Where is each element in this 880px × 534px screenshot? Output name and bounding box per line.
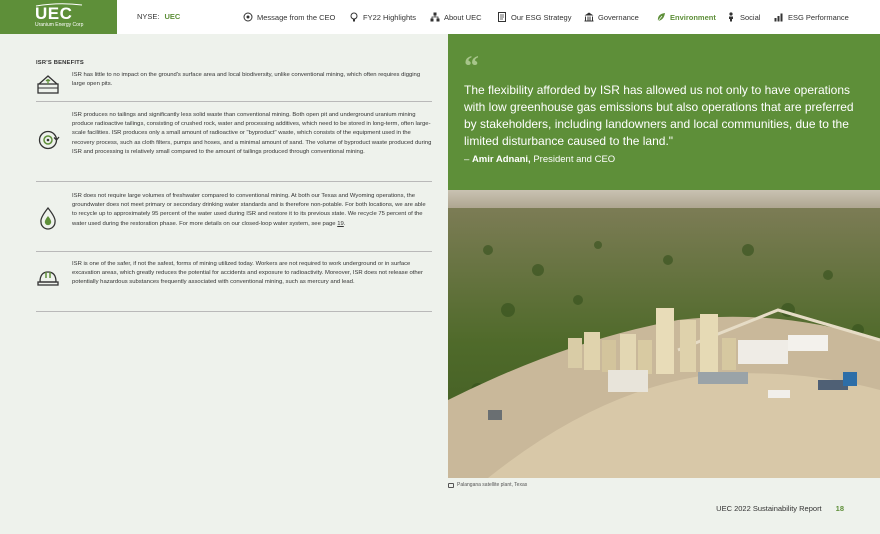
benefit-item — [36, 252, 432, 312]
waste-cycle-icon — [36, 128, 60, 152]
nav-label: FY22 Highlights — [363, 12, 416, 22]
page-19-link[interactable]: 19 — [337, 220, 344, 227]
logo-subtext: Uranium Energy Corp — [35, 22, 84, 28]
page-footer — [716, 504, 844, 513]
nav-social[interactable] — [726, 11, 760, 23]
benefit-item — [36, 102, 432, 182]
nav-environment[interactable] — [656, 11, 716, 23]
benefit-item — [36, 70, 432, 102]
nav-message-from-ceo[interactable] — [243, 11, 335, 23]
ticker-symbol[interactable]: UEC — [164, 12, 181, 21]
nav-label: Social — [740, 12, 761, 22]
benefit-text-body: ISR does not require large volumes of freshwater compared to conventional mining. At both our Texas and Wyoming operations, the groundwater does not meet primary or secondary drinking water standards and is therefore non-potable. For both locations, we are able to recycle up to approximately 95 percent of the water used during ISR and restore it to its previous state. We recycle 75 percent of the water used during the restoration phase. For more details on our closed-loop water system, see page — [72, 193, 426, 227]
person-icon — [726, 12, 736, 22]
water-drop-icon — [36, 206, 60, 230]
photo-caption — [448, 482, 527, 488]
page-number: 18 — [835, 504, 844, 513]
network-icon — [430, 12, 440, 22]
benefit-text-suffix: . — [343, 220, 346, 227]
nav-label: Governance — [598, 12, 639, 22]
benefit-text — [72, 192, 432, 229]
quote-text: The flexibility afforded by ISR has allowed us not only to have operations with low greenhouse gas emissions but also operations that are preferred by stakeholders, including landowners and local communities, due to the limited disturbance caused to the land." — [464, 83, 854, 148]
benefit-text: ISR is one of the safer, if not the safest, forms of mining utilized today. Workers are not required to work underground or in surface excavation areas, which greatly reduces the potential for accidents and exposure to radioactivity. Moreover, ISR does not release other potentially hazardous substances frequently associated with conventional mining, such as mercury and lead. — [72, 261, 423, 286]
nav-fy22-highlights[interactable] — [349, 11, 416, 23]
nav-label: Our ESG Strategy — [511, 12, 572, 22]
bulb-icon — [349, 12, 359, 22]
nav-about-uec[interactable] — [430, 11, 482, 23]
top-navigation-bar — [0, 0, 880, 34]
leaf-icon — [656, 12, 666, 22]
logo-text: UEC — [35, 4, 73, 23]
nyse-ticker — [137, 12, 180, 21]
report-title: UEC 2022 Sustainability Report — [716, 504, 822, 513]
camera-icon — [448, 483, 454, 488]
nav-esg-performance[interactable] — [774, 11, 849, 23]
satellite-plant-photo — [448, 190, 880, 478]
benefit-text: ISR produces no tailings and significantly less solid waste than conventional mining. Both open pit and underground uranium mining produce radioactive tailings, consisting of crushed rock, water and processing additives, which need to be stored in long-term, often large-scale facilities. ISR produces only a small amount of radioactive or "byproduct" waste, which consists of the equipment used in the recovery process, such as cloth filters, pumps and hoses, and a minimal amount of sand. The volume of byproduct waste produced during ISR and processing is relatively small compared to the amount of tailings produced through conventional mining. — [72, 112, 432, 155]
benefit-item — [36, 182, 432, 252]
building-icon — [584, 12, 594, 22]
bar-chart-icon — [774, 12, 784, 22]
section-title: ISR'S BENEFITS — [36, 60, 84, 66]
quote-dash: – — [464, 154, 472, 165]
quote-role: President and CEO — [530, 154, 616, 165]
nav-label: ESG Performance — [788, 12, 849, 22]
nyse-label: NYSE: — [137, 12, 160, 21]
nav-label: About UEC — [444, 12, 482, 22]
nav-label: Environment — [670, 12, 716, 22]
quote-mark-icon: “ — [464, 50, 479, 83]
land-icon — [36, 72, 60, 96]
caption-text: Palangana satellite plant, Texas — [457, 482, 528, 488]
document-icon — [497, 12, 507, 22]
hard-hat-icon — [36, 266, 60, 290]
uec-logo[interactable] — [0, 0, 117, 34]
ceo-quote-panel — [448, 34, 880, 190]
benefit-text: ISR has little to no impact on the ground's surface area and local biodiversity, unlike conventional mining, which often requires digging large open pits. — [72, 72, 421, 88]
quote-attribution — [464, 154, 615, 165]
speech-icon — [243, 12, 253, 22]
nav-label: Message from the CEO — [257, 12, 336, 22]
nav-governance[interactable] — [584, 11, 639, 23]
quote-author: Amir Adnani, — [471, 154, 531, 165]
nav-our-esg-strategy[interactable] — [497, 11, 571, 23]
